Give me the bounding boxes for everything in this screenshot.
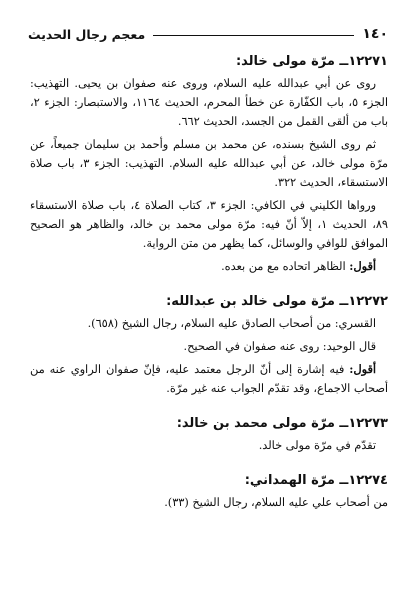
entry-title: ١٢٢٧٢ــ مرّة مولى خالد بن عبدالله:	[166, 294, 388, 309]
entry-paragraph	[30, 74, 388, 131]
page-content	[30, 54, 388, 530]
biography-entry	[30, 473, 388, 512]
paragraph-lead: أقول:	[349, 362, 376, 376]
entry-paragraph	[30, 196, 388, 253]
entry-paragraph	[30, 436, 388, 455]
biography-entry	[30, 416, 388, 455]
paragraph-text: ثم روى الشيخ بسنده، عن محمد بن مسلم وأحمد بن سليمان جميعاً، عن مرّة مولى خالد، عن أبي عبدالله عليه السلام. التهذيب: الجزء ٣، باب صلاة الاستسقاء، الحديث ٣٢٢.	[30, 138, 388, 189]
entry-title: ١٢٢٧٤ــ مرّة الهمداني:	[244, 473, 388, 488]
paragraph-text: تقدّم في مرّة مولى خالد.	[258, 439, 376, 452]
entry-title: ١٢٢٧١ــ مرّة مولى خالد:	[235, 54, 388, 69]
entry-paragraph	[30, 257, 388, 276]
paragraph-text: القسري: من أصحاب الصادق عليه السلام، رجال الشيخ (٦٥٨).	[87, 317, 376, 330]
entry-paragraph	[30, 314, 388, 333]
paragraph-lead: أقول:	[349, 259, 376, 273]
biography-entry	[30, 54, 388, 276]
entry-paragraph	[30, 493, 388, 512]
entry-paragraph	[30, 135, 388, 192]
paragraph-text: فيه إشارة إلى أنّ الرجل معتمد عليه، فإنّ صفوان الراوي عنه من أصحاب الاجماع، وقد تقدّم الجواب عنه غير مرّة.	[30, 363, 388, 395]
page-header	[28, 20, 388, 42]
paragraph-text: ورواها الكليني في الكافي: الجزء ٣، كتاب الصلاة ٤، باب صلاة الاستسقاء ٨٩، الحديث ١، إلاّ أنّ فيه: مرّة مولى محمد بن خالد، والظاهر هو الصحيح الموافق للوافي والوسائل، كما يظهر من متن الرواية.	[30, 199, 388, 250]
page-number: ١٤٠	[362, 26, 388, 42]
paragraph-text: من أصحاب علي عليه السلام، رجال الشيخ (٣٣).	[164, 496, 388, 509]
paragraph-text: قال الوحيد: روى عنه صفوان في الصحيح.	[183, 340, 376, 353]
header-rule	[153, 35, 354, 36]
paragraph-text: روى عن أبي عبدالله عليه السلام، وروى عنه صفوان بن يحيى. التهذيب: الجزء ٥، باب الكفّارة عن خطأ المحرم، الحديث ١١٦٤، والاستبصار: الجزء ٢، باب من ألقى القمل من الجسد، الحديث ٦٦٢.	[30, 77, 388, 128]
running-title: معجم رجال الحديث	[28, 27, 146, 42]
entry-paragraph	[30, 337, 388, 356]
entry-paragraph	[30, 360, 388, 398]
biography-entry	[30, 294, 388, 398]
paragraph-text: الظاهر اتحاده مع من بعده.	[221, 260, 350, 273]
entry-title: ١٢٢٧٣ــ مرّة مولى محمد بن خالد:	[176, 416, 388, 431]
